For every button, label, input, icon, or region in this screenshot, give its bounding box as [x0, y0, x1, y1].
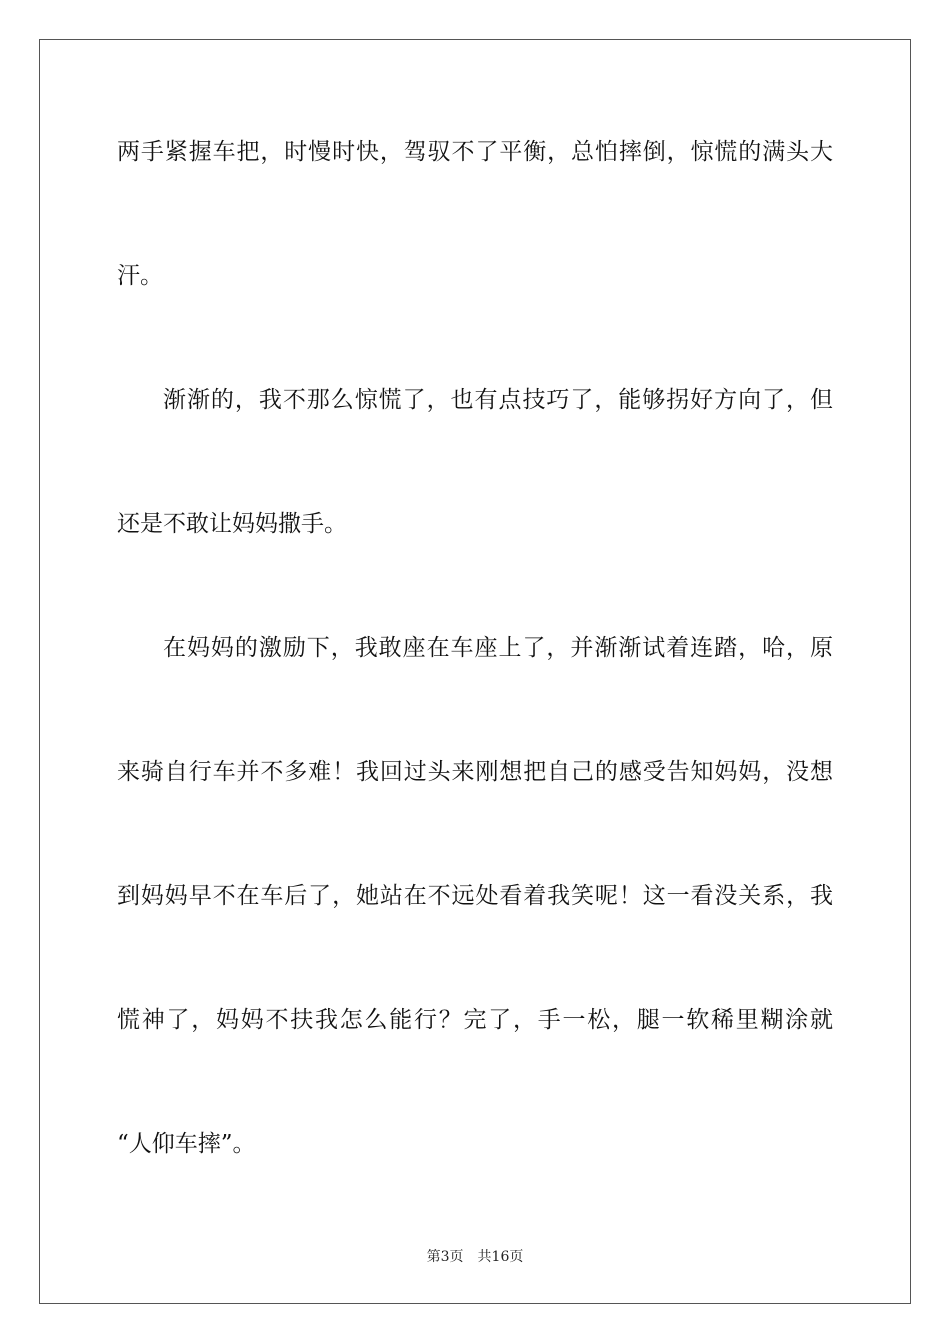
text-line-2: 汗。	[117, 263, 163, 289]
text-line-5: 在妈妈的激励下，我敢座在车座上了，并渐渐试着连踏，哈，原	[163, 635, 833, 661]
page-total: 共16页	[477, 1249, 524, 1265]
text-line-9: “人仰车摔”。	[117, 1131, 256, 1157]
text-line-7: 到妈妈早不在车后了，她站在不远处看着我笑呢！这一看没关系，我	[117, 883, 833, 909]
page-footer	[0, 1248, 950, 1266]
page-number: 第3页	[426, 1249, 464, 1265]
text-line-4: 还是不敢让妈妈撒手。	[117, 511, 347, 537]
page-border	[39, 39, 911, 1304]
text-line-1: 两手紧握车把，时慢时快，驾驭不了平衡，总怕摔倒，惊慌的满头大	[117, 139, 833, 165]
text-line-6: 来骑自行车并不多难！我回过头来刚想把自己的感受告知妈妈，没想	[117, 759, 833, 785]
text-line-8: 慌神了，妈妈不扶我怎么能行？完了，手一松，腿一软稀里糊涂就	[117, 1007, 833, 1033]
text-line-3: 渐渐的，我不那么惊慌了，也有点技巧了，能够拐好方向了，但	[163, 387, 833, 413]
